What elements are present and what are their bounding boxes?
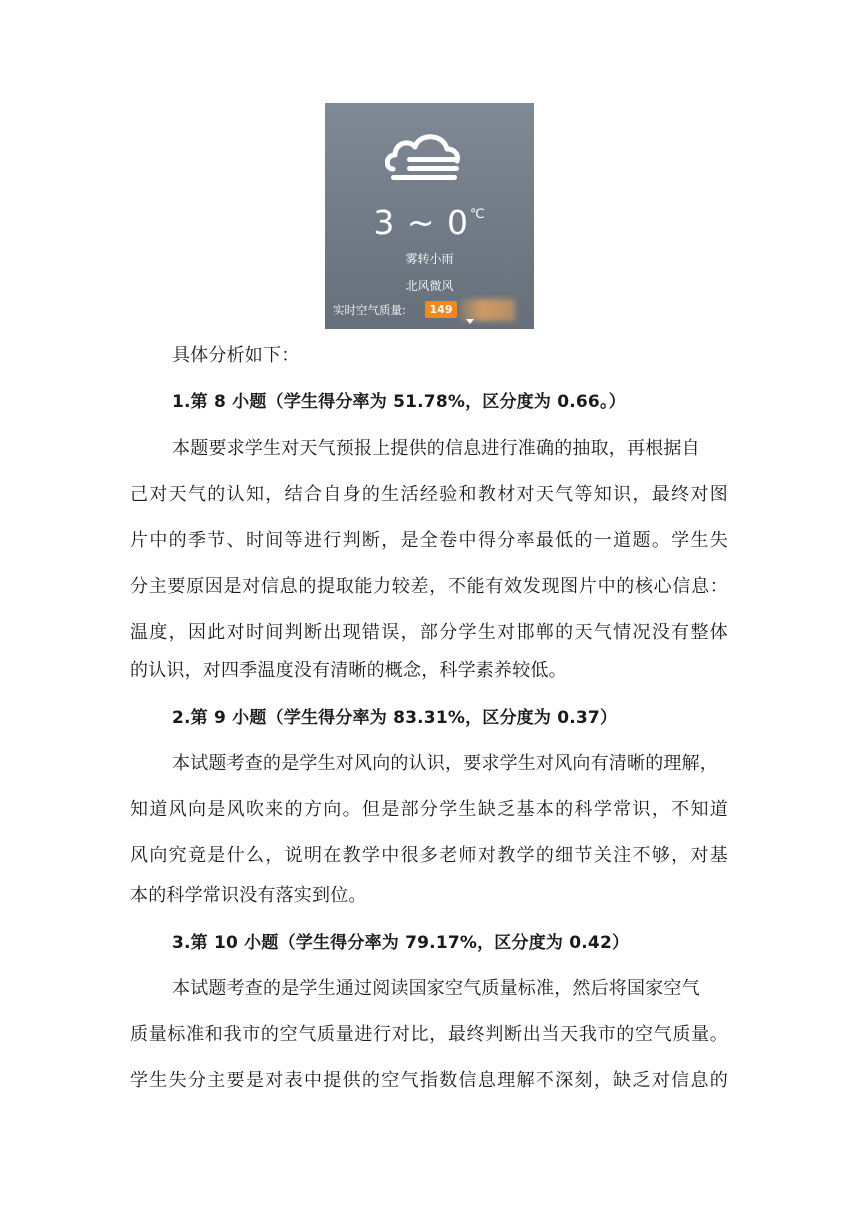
paragraph-line: 质量标准和我市的空气质量进行对比，最终判断出当天我市的空气质量。 — [130, 1024, 728, 1045]
paragraph-line: 风向究竟是什么，说明在教学中很多老师对教学的细节关注不够，对基 — [130, 845, 728, 866]
cloud-fog-icon — [385, 125, 465, 187]
paragraph-line: 本题要求学生对天气预报上提供的信息进行准确的抽取，再根据自 — [172, 438, 700, 459]
weather-card — [325, 103, 534, 329]
wind-info: 北风微风 — [405, 279, 454, 293]
temperature-unit: ℃ — [470, 207, 486, 222]
paragraph-line: 知道风向是风吹来的方向。但是部分学生缺乏基本的科学常识，不知道 — [130, 799, 728, 820]
paragraph-line: 片中的季节、时间等进行判断，是全卷中得分率最低的一道题。学生失 — [130, 530, 728, 551]
paragraph-line: 温度，因此对时间判断出现错误，部分学生对邯郸的天气情况没有整体 — [130, 622, 728, 643]
paragraph-line: 本的科学常识没有落实到位。 — [130, 885, 367, 906]
aqi-pointer — [466, 319, 474, 324]
section-heading-3: 3.第 10 小题（学生得分率为 79.17%，区分度为 0.42） — [172, 933, 630, 953]
paragraph-line: 学生失分主要是对表中提供的空气指数信息理解不深刻，缺乏对信息的 — [130, 1070, 728, 1091]
paragraph-line: 分主要原因是对信息的提取能力较差，不能有效发现图片中的核心信息： — [130, 576, 728, 597]
section-heading-2: 2.第 9 小题（学生得分率为 83.31%，区分度为 0.37） — [172, 708, 618, 728]
paragraph-line: 本试题考查的是学生对风向的认识，要求学生对风向有清晰的理解， — [172, 753, 718, 774]
weather-condition: 雾转小雨 — [405, 252, 454, 266]
aqi-badge: 149 — [425, 301, 457, 318]
air-quality-label: 实时空气质量: — [333, 303, 406, 317]
paragraph-line: 的认识，对四季温度没有清晰的概念，科学素养较低。 — [130, 660, 567, 681]
temperature-range: 3 ~ 0℃ — [373, 203, 486, 242]
paragraph-line: 己对天气的认知，结合自身的生活经验和教材对天气等知识，最终对图 — [130, 484, 728, 505]
intro-text: 具体分析如下： — [172, 345, 300, 366]
blurred-region — [459, 299, 515, 321]
section-heading-1: 1.第 8 小题（学生得分率为 51.78%，区分度为 0.66。） — [172, 392, 626, 412]
paragraph-line: 本试题考查的是学生通过阅读国家空气质量标准，然后将国家空气 — [172, 978, 700, 999]
